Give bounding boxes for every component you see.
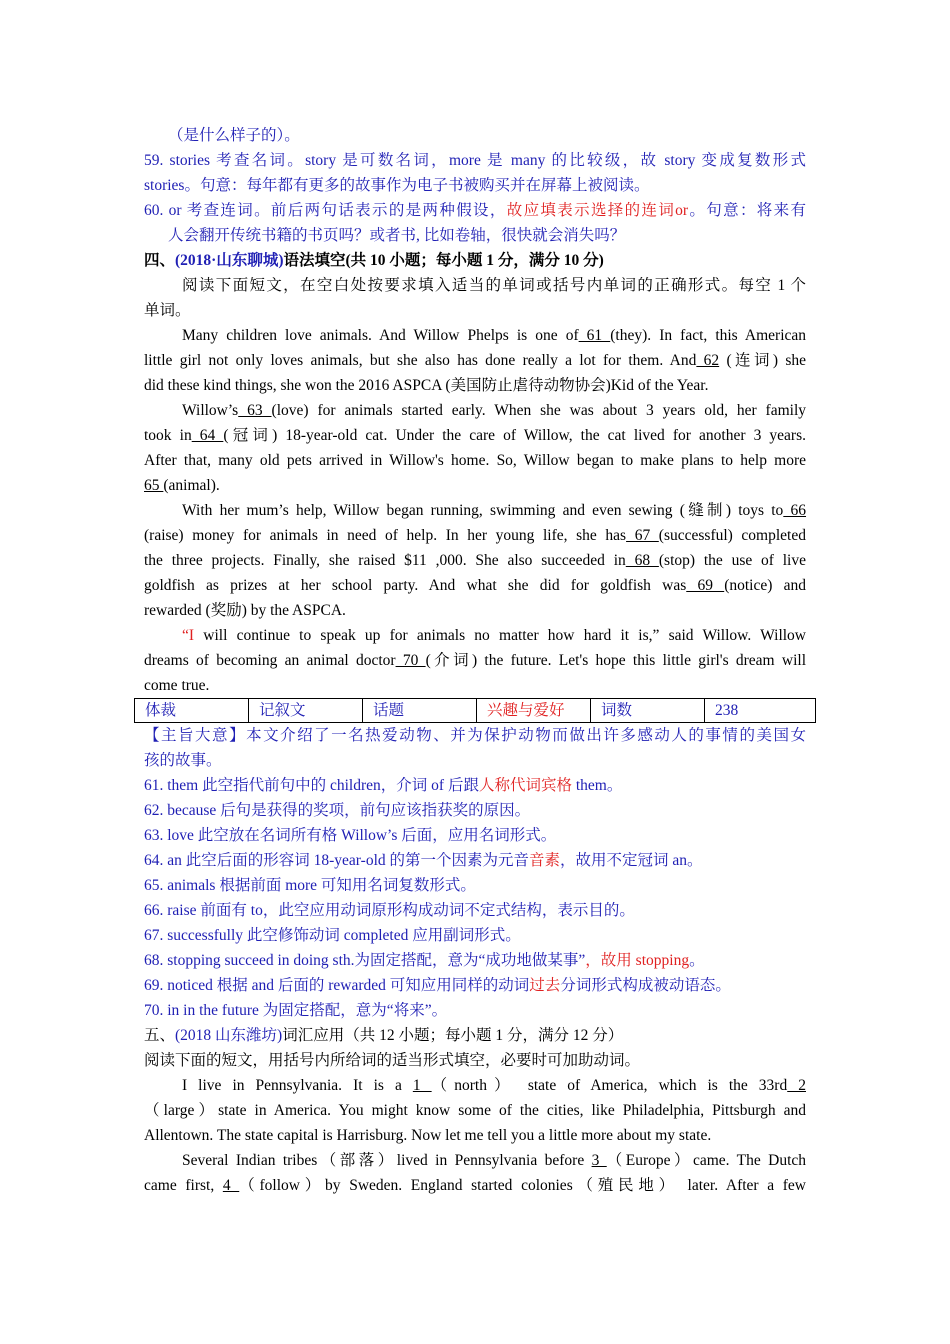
main-idea-line2: 孩的故事。 — [144, 752, 222, 769]
blank-67: 67 — [626, 527, 659, 544]
topic-label: 话题 — [363, 699, 477, 723]
exp-61: 61. them 此空指代前句中的 children，介词 of 后跟人称代词宾格 them。 — [144, 777, 623, 794]
passage-info-table — [134, 698, 816, 723]
topic-value: 兴趣与爱好 — [477, 699, 591, 723]
blank-1: 1 — [412, 1077, 432, 1094]
passage-p3-line2: (raise) money for animals in need of help. In her young life, she has 67 (successful) completed — [144, 527, 806, 544]
passage-p1-line1: Many children love animals. And Willow Phelps is one of 61 (they). In fact, this American — [182, 327, 807, 344]
exp-69: 69. noticed 根据 and 后面的 rewarded 可知应用同样的动词过去分词形式构成被动语态。 — [144, 977, 731, 994]
blank-63: 63 — [238, 402, 272, 419]
word-count-value: 238 — [705, 699, 816, 723]
passage-p3-line4: goldfish as prizes at her school party. And what she did for goldfish was 69 (notice) and — [144, 577, 807, 594]
passage-p4-line2: dreams of becoming an animal doctor 70 (介词) the future. Let's hope this little girl's dream will — [144, 652, 806, 669]
exp-continuation: （是什么样子的）。 — [168, 127, 300, 144]
blank-2: 2 — [787, 1077, 806, 1094]
passage-p3-line5: rewarded (奖励) by the ASPCA. — [144, 602, 346, 619]
passage5-p2-line1: Several Indian tribes（部落）lived in Pennsylvania before 3 （Europe）came. The Dutch — [182, 1152, 807, 1169]
passage5-p1-line3: Allentown. The state capital is Harrisburg. Now let me tell you a little more about my state. — [144, 1127, 712, 1144]
genre-label: 体裁 — [135, 699, 249, 723]
table-row — [135, 699, 816, 723]
passage-p2-line2: took in 64 (冠词) 18-year-old cat. Under the care of Willow, the cat lived for another 3 years. — [144, 427, 806, 444]
blank-68: 68 — [625, 552, 659, 569]
exp-70: 70. in in the future 为固定搭配，意为“将来”。 — [144, 1002, 448, 1019]
section-5-heading: 五、(2018 山东潍坊)词汇应用（共 12 小题；每小题 1 分，满分 12 分） — [144, 1027, 624, 1044]
section-4-instruction-1: 阅读下面短文，在空白处按要求填入适当的单词或括号内单词的正确形式。每空 1 个 — [182, 277, 806, 294]
blank-4: 4 — [222, 1177, 240, 1194]
passage-p1-line3: did these kind things, she won the 2016 ASPCA (美国防止虐待动物协会)Kid of the Year. — [144, 377, 709, 394]
word-count-label: 词数 — [591, 699, 705, 723]
exp-68: 68. stopping succeed in doing sth.为固定搭配，意为“成功地做某事”，故用 stopping。 — [144, 952, 705, 969]
blank-3: 3 — [591, 1152, 607, 1169]
passage-p1-line2: little girl not only loves animals, but she also has done really a lot for them. And 62 (连词) she — [144, 352, 806, 369]
passage-p4-line1: “I will continue to speak up for animals no matter how hard it is,” said Willow. Willow — [182, 627, 806, 644]
section-4-instruction-2: 单词。 — [144, 302, 191, 319]
blank-65: 65 — [144, 477, 164, 494]
genre-value: 记叙文 — [249, 699, 363, 723]
exp-59-line1: 59. stories 考查名词。story 是可数名词，more 是 many 的比较级，故 story 变成复数形式 — [144, 152, 806, 169]
blank-64: 64 — [191, 427, 224, 444]
blank-61: 61 — [578, 327, 611, 344]
page-content — [144, 123, 806, 1198]
exp-64: 64. an 此空后面的形容词 18-year-old 的第一个因素为元音音素，故用不定冠词 an。 — [144, 852, 703, 869]
blank-66: 66 — [783, 502, 807, 519]
blank-70: 70 — [395, 652, 426, 669]
exp-65: 65. animals 根据前面 more 可知用名词复数形式。 — [144, 877, 476, 894]
exp-63: 63. love 此空放在名词所有格 Willow’s 后面，应用名词形式。 — [144, 827, 557, 844]
exp-60-line1: 60. or 考查连词。前后两句话表示的是两种假设，故应填表示选择的连词or。句意：将来有 — [144, 202, 806, 219]
exp-67: 67. successfully 此空修饰动词 completed 应用副词形式。 — [144, 927, 521, 944]
section-5-instruction: 阅读下面的短文，用括号内所给词的适当形式填空，必要时可加助动词。 — [144, 1052, 641, 1069]
passage-p3-line3: the three projects. Finally, she raised $11 ,000. She also succeeded in 68 (stop) the use of live — [144, 552, 806, 569]
main-idea-line1: 【主旨大意】本文介绍了一名热爱动物、并为保护动物而做出许多感动人的事情的美国女 — [144, 727, 806, 744]
section-4-heading: 四、(2018·山东聊城)语法填空(共 10 小题；每小题 1 分，满分 10 分) — [144, 252, 604, 269]
exp-62: 62. because 后句是获得的奖项，前句应该指获奖的原因。 — [144, 802, 531, 819]
blank-69: 69 — [686, 577, 725, 594]
passage-p4-line3: come true. — [144, 677, 210, 694]
passage-p2-line1: Willow’s 63 (love) for animals started early. When she was about 3 years old, her family — [182, 402, 807, 419]
exp-66: 66. raise 前面有 to，此空应用动词原形构成动词不定式结构，表示目的。 — [144, 902, 635, 919]
passage5-p1-line1: I live in Pennsylvania. It is a 1 （north） state of America, which is the 33rd 2 — [182, 1077, 806, 1094]
passage5-p1-line2: （large）state in America. You might know some of the cities, like Philadelphia, Pittsburgh and — [144, 1102, 806, 1119]
passage-p2-line4: 65 (animal). — [144, 477, 220, 494]
passage-p3-line1: With her mum’s help, Willow began running, swimming and even sewing (缝制) toys to 66 — [182, 502, 807, 519]
exp-59-line2: stories。句意：每年都有更多的故事作为电子书被购买并在屏幕上被阅读。 — [144, 177, 650, 194]
passage5-p2-line2: came first, 4 （follow）by Sweden. England started colonies（殖民地） later. After a few — [144, 1177, 806, 1194]
blank-62: 62 — [696, 352, 720, 369]
exp-60-line2: 人会翻开传统书籍的书页吗？或者书, 比如卷轴，很快就会消失吗？ — [168, 227, 626, 244]
passage-p2-line3: After that, many old pets arrived in Willow's home. So, Willow began to make plans to help more — [144, 452, 806, 469]
